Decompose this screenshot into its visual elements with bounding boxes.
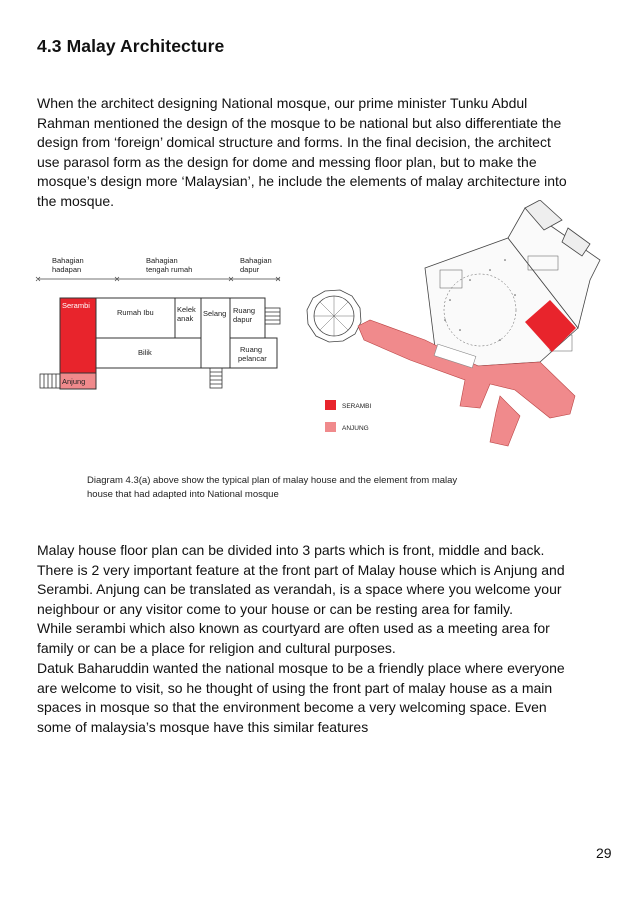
body-line: family or can be a place for religion and cultural purposes. bbox=[37, 639, 396, 656]
intro-line: mosque’s design more ‘Malaysian’, he include the elements of malay architecture into bbox=[37, 173, 567, 189]
anjung-label: Anjung bbox=[62, 377, 86, 386]
body-line: Datuk Baharuddin wanted the national mosque to be a friendly place where everyone bbox=[37, 660, 565, 676]
caption-line: Diagram 4.3(a) above show the typical plan of malay house and the element from malay bbox=[87, 475, 458, 486]
section-heading: 4.3 Malay Architecture bbox=[37, 36, 225, 56]
bilik-label: Bilik bbox=[138, 348, 152, 357]
malay-house-plan bbox=[34, 254, 288, 400]
body-paragraph-2 bbox=[37, 659, 609, 737]
serambi-label: Serambi bbox=[62, 301, 90, 310]
body-line: While serambi which also known as courtyard are often used as a meeting area for bbox=[37, 620, 550, 636]
caption-line: house that had adapted into National mosque bbox=[87, 489, 279, 500]
legend-anjung-label: ANJUNG bbox=[342, 425, 369, 432]
body-line: There is 2 very important feature at the front part of Malay house which is Anjung and bbox=[37, 561, 565, 578]
page-number: 29 bbox=[596, 845, 612, 861]
zone-label-front-2: hadapan bbox=[52, 265, 82, 274]
legend-serambi-label: SERAMBI bbox=[342, 403, 372, 410]
body-line: spaces in mosque so that the environment become a very welcoming space. Even bbox=[37, 699, 547, 715]
body-line: neighbour or any visitor come to your house or can be resting area for family. bbox=[37, 600, 513, 617]
ruang-pelancar-label-2: pelancar bbox=[238, 354, 267, 363]
ruang-dapur-label-2: dapur bbox=[233, 315, 253, 324]
legend-anjung-swatch bbox=[325, 422, 336, 432]
diagram-caption bbox=[87, 474, 457, 502]
body-paragraph-1 bbox=[37, 541, 609, 658]
intro-line: design from ‘foreign’ domical structure and forms. In the final decision, the architect bbox=[37, 134, 551, 150]
zone-label-middle-2: tengah rumah bbox=[146, 265, 193, 274]
stairs-icon bbox=[265, 308, 280, 324]
stairs-icon bbox=[210, 368, 222, 388]
zone-label-front-1: Bahagian bbox=[52, 256, 84, 265]
rumah-ibu-room bbox=[96, 298, 175, 338]
intro-line: use parasol form as the design for dome and messing floor plan, but to make the bbox=[37, 153, 537, 170]
body-line: Serambi. Anjung can be translated as verandah, is a space where you welcome your bbox=[37, 581, 562, 597]
intro-line: the mosque. bbox=[37, 192, 115, 209]
zone-label-back-1: Bahagian bbox=[240, 256, 272, 265]
selang-label: Selang bbox=[203, 309, 227, 318]
ruang-dapur-label-1: Ruang bbox=[233, 306, 256, 315]
kelek-anak-label-2: anak bbox=[177, 314, 194, 323]
intro-line: When the architect designing National mosque, our prime minister Tunku Abdul bbox=[37, 95, 528, 111]
body-line: some of malaysia’s mosque have this similar features bbox=[37, 718, 369, 735]
intro-line: Rahman mentioned the design of the mosque to be national but also differentiate the bbox=[37, 114, 562, 131]
legend-serambi-swatch bbox=[325, 400, 336, 410]
ruang-pelancar-label-1: Ruang bbox=[240, 345, 263, 354]
body-line: are welcome to visit, so he thought of using the front part of malay house as a main bbox=[37, 679, 553, 696]
mosque-plan bbox=[300, 200, 610, 462]
zone-label-back-2: dapur bbox=[240, 265, 260, 274]
mosque-parasol-dome bbox=[307, 290, 361, 342]
kelek-anak-label-1: Kelek bbox=[177, 305, 196, 314]
zone-dimension-line bbox=[36, 277, 280, 281]
intro-paragraph bbox=[37, 94, 609, 211]
rumah-ibu-label: Rumah Ibu bbox=[117, 308, 154, 317]
body-line: Malay house floor plan can be divided into 3 parts which is front, middle and back. bbox=[37, 542, 545, 558]
stairs-icon bbox=[40, 374, 60, 388]
zone-label-middle-1: Bahagian bbox=[146, 256, 178, 265]
